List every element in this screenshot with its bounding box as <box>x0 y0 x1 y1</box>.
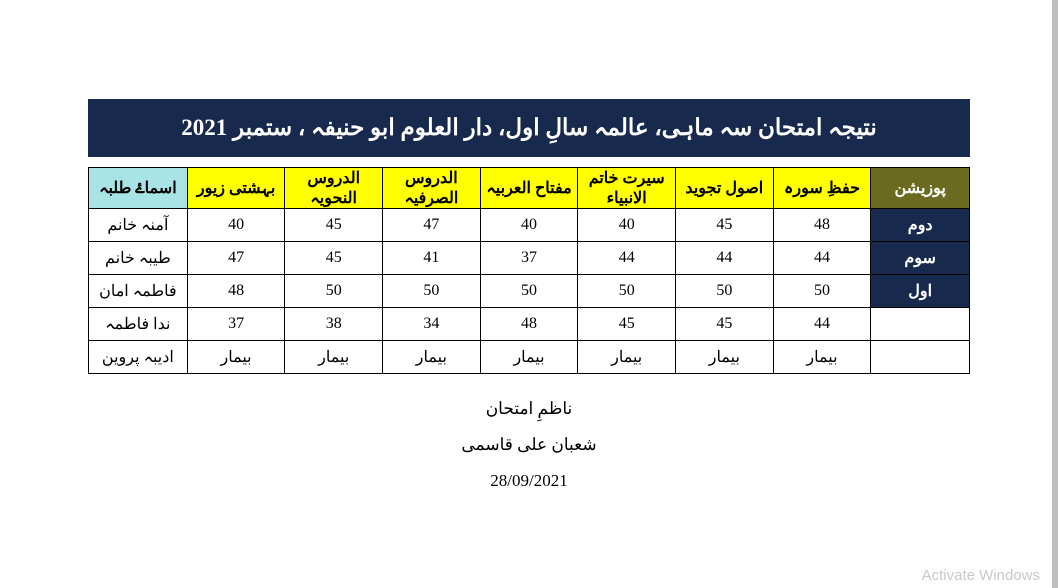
cell-position <box>871 341 970 374</box>
column-header-subject-2: اصول تجوید <box>676 168 774 209</box>
cell-mark: 50 <box>285 275 383 308</box>
result-document <box>88 99 970 490</box>
column-header-subject-3: سیرت خاتم الانبیاء <box>578 168 676 209</box>
cell-position <box>871 308 970 341</box>
page-right-edge <box>1052 0 1058 588</box>
cell-mark: بیمار <box>285 341 383 374</box>
column-header-subject-7: بہشتی زیور <box>187 168 285 209</box>
cell-mark: 50 <box>676 275 774 308</box>
cell-mark: بیمار <box>383 341 481 374</box>
table-row <box>89 275 970 308</box>
document-title: نتیجہ امتحان سہ ماہی، عالمہ سالِ اول، دار العلوم ابو حنیفہ ، ستمبر 2021 <box>88 99 970 157</box>
signature-date: 28/09/2021 <box>490 471 568 490</box>
cell-mark: 41 <box>383 242 481 275</box>
table-row <box>89 209 970 242</box>
cell-mark: 50 <box>383 275 481 308</box>
cell-mark: بیمار <box>578 341 676 374</box>
table-row <box>89 308 970 341</box>
cell-mark: 38 <box>285 308 383 341</box>
cell-mark: 34 <box>383 308 481 341</box>
cell-mark: 37 <box>480 242 578 275</box>
cell-mark: 45 <box>285 242 383 275</box>
table-header-row <box>89 168 970 209</box>
cell-mark: 44 <box>773 308 871 341</box>
cell-mark: 40 <box>578 209 676 242</box>
cell-mark: 44 <box>773 242 871 275</box>
cell-student-name: ندا فاطمہ <box>89 308 188 341</box>
cell-student-name: طیبہ خانم <box>89 242 188 275</box>
cell-mark: بیمار <box>773 341 871 374</box>
signature-role: ناظمِ امتحان <box>485 399 573 418</box>
cell-student-name: فاطمہ امان <box>89 275 188 308</box>
cell-mark: 45 <box>676 308 774 341</box>
cell-mark: 50 <box>578 275 676 308</box>
column-header-subject-1: حفظِ سورہ <box>773 168 871 209</box>
cell-mark: 40 <box>480 209 578 242</box>
table-row <box>89 242 970 275</box>
column-header-student-name: اسماۓ طلبہ <box>89 168 188 209</box>
signature-block <box>88 399 970 507</box>
table-row <box>89 341 970 374</box>
cell-mark: 45 <box>285 209 383 242</box>
column-header-subject-4: مفتاح العربیہ <box>480 168 578 209</box>
cell-mark: 48 <box>187 275 285 308</box>
cell-mark: 40 <box>187 209 285 242</box>
signature-name: شعبان علی قاسمی <box>461 435 597 454</box>
cell-mark: 37 <box>187 308 285 341</box>
cell-mark: 47 <box>383 209 481 242</box>
cell-mark: بیمار <box>187 341 285 374</box>
cell-student-name: ادیبہ پروین <box>89 341 188 374</box>
cell-mark: 44 <box>676 242 774 275</box>
cell-position: اول <box>871 275 970 308</box>
cell-mark: بیمار <box>480 341 578 374</box>
cell-mark: 45 <box>578 308 676 341</box>
cell-mark: 48 <box>480 308 578 341</box>
cell-mark: بیمار <box>676 341 774 374</box>
cell-position: سوم <box>871 242 970 275</box>
activate-windows-watermark: Activate Windows <box>921 567 1040 584</box>
cell-mark: 48 <box>773 209 871 242</box>
column-header-position: پوزیشن <box>871 168 970 209</box>
cell-student-name: آمنہ خانم <box>89 209 188 242</box>
cell-mark: 50 <box>773 275 871 308</box>
results-table <box>88 167 970 374</box>
cell-mark: 44 <box>578 242 676 275</box>
cell-position: دوم <box>871 209 970 242</box>
column-header-subject-5: الدروس الصرفیہ <box>383 168 481 209</box>
cell-mark: 47 <box>187 242 285 275</box>
cell-mark: 45 <box>676 209 774 242</box>
cell-mark: 50 <box>480 275 578 308</box>
column-header-subject-6: الدروس النحویہ <box>285 168 383 209</box>
